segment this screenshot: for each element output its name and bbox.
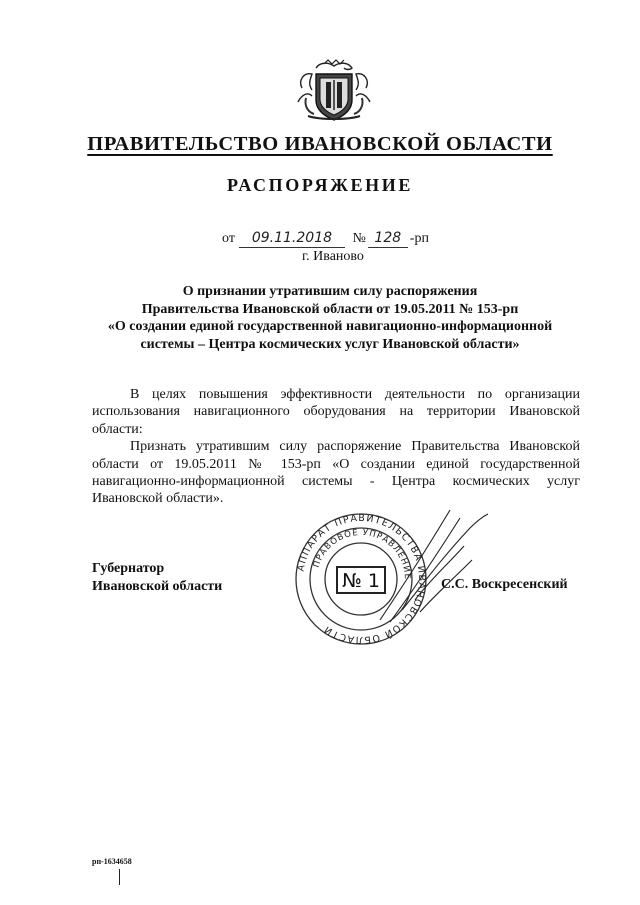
signatory-position: [92, 560, 222, 596]
subject-line: Правительства Ивановской области от 19.05.2011 № 153-рп: [141, 301, 519, 317]
svg-text:АППАРАТ ПРАВИТЕЛЬСТВА ИВАНОВСК: АППАРАТ ПРАВИТЕЛЬСТВА ИВАНОВСКОЙ ОБЛАСТИ: [295, 512, 428, 646]
handwritten-number: 128: [368, 230, 408, 248]
document-code: рп-1634658: [92, 857, 132, 866]
coat-of-arms-icon: [294, 58, 374, 124]
body-paragraph: В целях повышения эффективности деятельности по организации использования навигационного оборудования на территории Ивановской области:: [92, 387, 580, 437]
document-subject: [70, 283, 590, 353]
signatory-name: С.С. Воскресенский: [441, 577, 568, 592]
city: г. Иваново: [302, 249, 364, 264]
handwritten-signature: [360, 500, 500, 630]
svg-text:ПРАВОВОЕ УПРАВЛЕНИЕ: ПРАВОВОЕ УПРАВЛЕНИЕ: [311, 527, 413, 581]
document-body: [92, 386, 580, 508]
document-type: РАСПОРЯЖЕНИЕ: [227, 175, 413, 195]
number-label: №: [352, 231, 366, 246]
margin-mark: [119, 869, 120, 885]
svg-text:№ 1: № 1: [342, 570, 380, 592]
date-from-label: от: [222, 231, 235, 246]
body-paragraph: Признать утратившим силу распоряжение Правительства Ивановской области от 19.05.2011 № 153-рп «О создании единой государственной навигационно-информационной системы - Центра космических услуг Ивановской области».: [92, 439, 580, 507]
number-suffix: -рп: [409, 231, 429, 246]
position-line: Губернатор: [92, 561, 165, 576]
government-title: ПРАВИТЕЛЬСТВО ИВАНОВСКОЙ ОБЛАСТИ: [87, 133, 553, 155]
subject-line: системы – Центра космических услуг Ивановской области»: [140, 336, 520, 352]
subject-line: О признании утратившим силу распоряжения: [182, 284, 478, 299]
subject-line: «О создании единой государственной навигационно-информационной: [107, 319, 553, 335]
handwritten-date: 09.11.2018: [239, 230, 345, 248]
date-number-line: [222, 230, 429, 248]
position-line: Ивановской области: [92, 579, 223, 594]
